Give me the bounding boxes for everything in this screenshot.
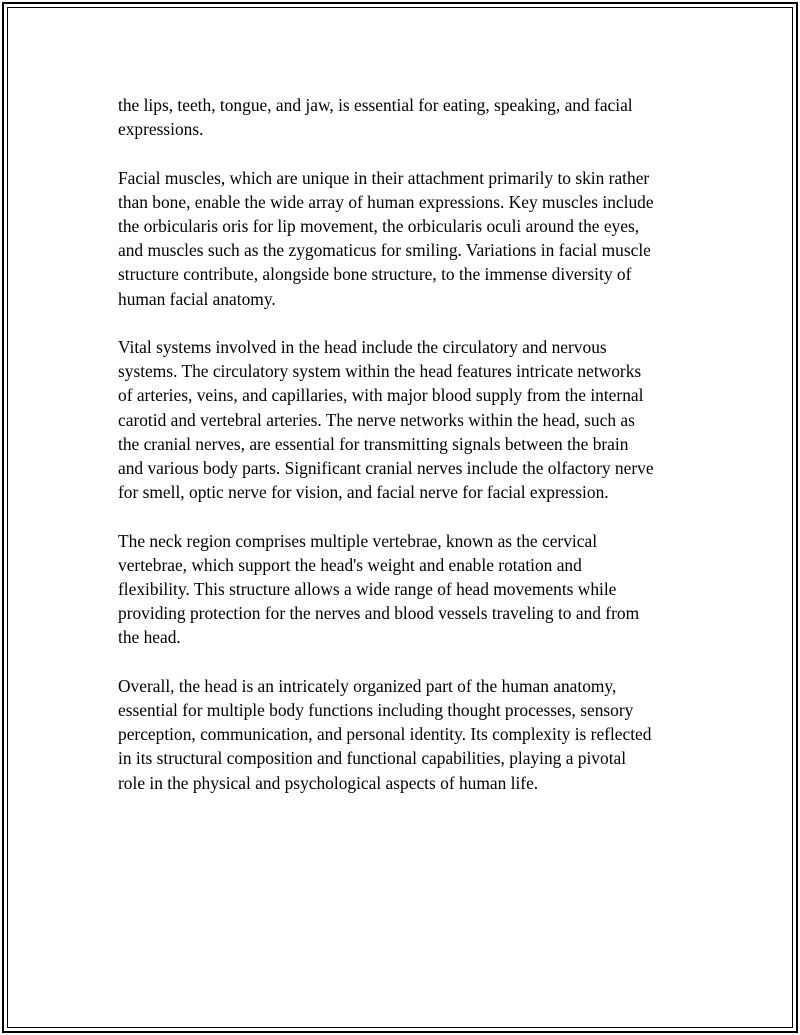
paragraph-vital-systems: Vital systems involved in the head include the circulatory and nervous systems. The circulatory system within the head features intricate networks of arteries, veins, and capillaries, with major blood supply from the internal carotid and vertebral arteries. The nerve networks within the head, such as the cranial nerves, are essential for transmitting signals between the brain and various body parts. Significant cranial nerves include the olfactory nerve for smell, optic nerve for vision, and facial nerve for facial expression. bbox=[118, 337, 654, 503]
paragraph-overall: Overall, the head is an intricately organized part of the human anatomy, essential for multiple body functions including thought processes, sensory perception, communication, and personal identity. Its complexity is reflected in its structural composition and functional capabilities, playing a pivotal role in the physical and psychological aspects of human life. bbox=[118, 675, 652, 793]
paragraph-lips-jaw: the lips, teeth, tongue, and jaw, is essential for eating, speaking, and facial expressions. bbox=[118, 95, 633, 140]
paragraph-facial-muscles: Facial muscles, which are unique in their attachment primarily to skin rather than bone, enable the wide array of human expressions. Key muscles include the orbicularis oris for lip movement, the orbicularis oculi around the eyes, and muscles such as the zygomaticus for smiling. Variations in facial muscle structure contribute, alongside bone structure, to the immense diversity of human facial anatomy. bbox=[118, 167, 654, 309]
paragraph-neck-region: The neck region comprises multiple vertebrae, known as the cervical vertebrae, which support the head's weight and enable rotation and flexibility. This structure allows a wide range of head movements while providing protection for the nerves and blood vessels traveling to and from the head. bbox=[118, 530, 640, 648]
document-body bbox=[118, 93, 690, 819]
